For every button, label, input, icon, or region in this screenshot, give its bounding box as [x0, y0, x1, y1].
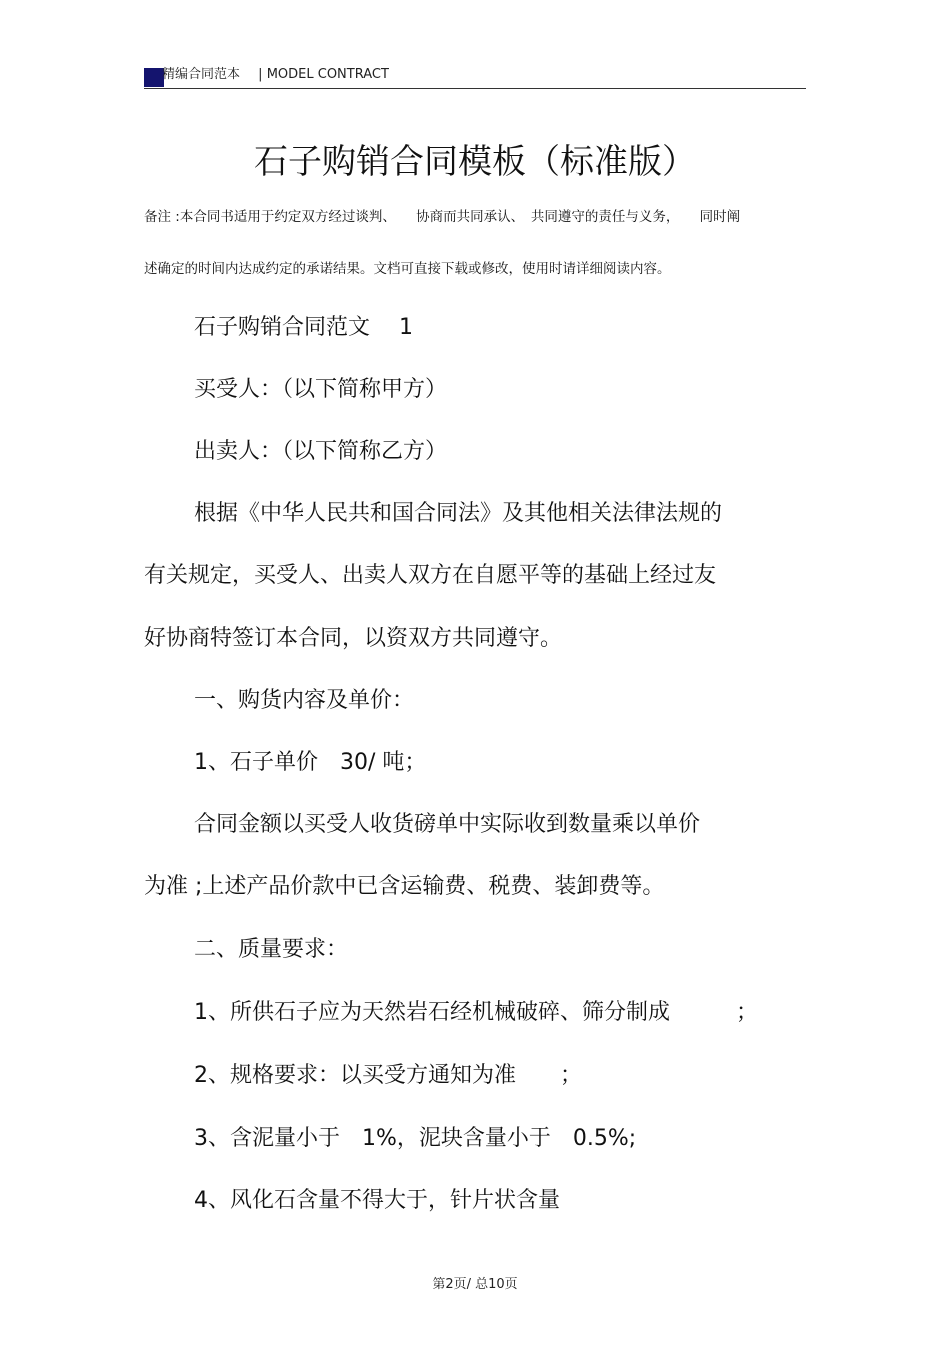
- section-1-item-1: 1、石子单价 30/ 吨；: [194, 750, 427, 775]
- page-indicator: 第2页/ 总10页: [432, 1277, 518, 1292]
- section-2-item-4: 4、风化石含量不得大于，针片状含量: [194, 1188, 560, 1213]
- section-2-item-1: 1、所供石子应为天然岩石经机械破碎、筛分制成 ；: [194, 1000, 758, 1025]
- section-2-heading: 二、质量要求：: [194, 937, 349, 962]
- section-1-amount-line-1: 合同金额以买受人收货磅单中实际收到数量乘以单价: [194, 812, 701, 837]
- header-subtitle: MODEL CONTRACT: [266, 67, 389, 82]
- document-title: 石子购销合同模板（标准版）: [254, 142, 696, 182]
- paragraph-basis-line-3: 好协商特签订本合同，以资双方共同遵守。: [144, 626, 563, 651]
- paragraph-basis-line-1: 根据《中华人民共和国合同法》及其他相关法律法规的: [194, 501, 723, 526]
- page-header: [144, 64, 806, 90]
- header-text: [162, 66, 389, 84]
- header-divider: [144, 88, 806, 89]
- paragraph-heading: 石子购销合同范文 1: [194, 315, 413, 340]
- paragraph-basis-line-2: 有关规定，买受人、出卖人双方在自愿平等的基础上经过友: [144, 563, 717, 588]
- logo-square-icon: [144, 68, 164, 87]
- section-2-item-2: 2、规格要求：以买受方通知为准 ；: [194, 1063, 582, 1088]
- section-1-amount-line-2: 为准 ;上述产品价款中已含运输费、税费、装卸费等。: [144, 874, 665, 899]
- section-1-heading: 一、购货内容及单价：: [194, 688, 415, 713]
- header-brand: 精编合同范本: [162, 67, 241, 82]
- section-2-item-3: 3、含泥量小于 1%，泥块含量小于 0.5%;: [194, 1126, 637, 1151]
- paragraph-buyer: 买受人：（以下简称甲方）: [194, 377, 448, 402]
- header-separator: |: [258, 67, 263, 82]
- note-line-2: 述确定的时间内达成约定的承诺结果。文档可直接下载或修改，使用时请详细阅读内容。: [144, 261, 671, 277]
- paragraph-seller: 出卖人：（以下简称乙方）: [194, 439, 448, 464]
- note-line-1: 备注 :本合同书适用于约定双方经过谈判、 协商而共同承认、 共同遵守的责任与义务， 同时阐: [144, 209, 741, 225]
